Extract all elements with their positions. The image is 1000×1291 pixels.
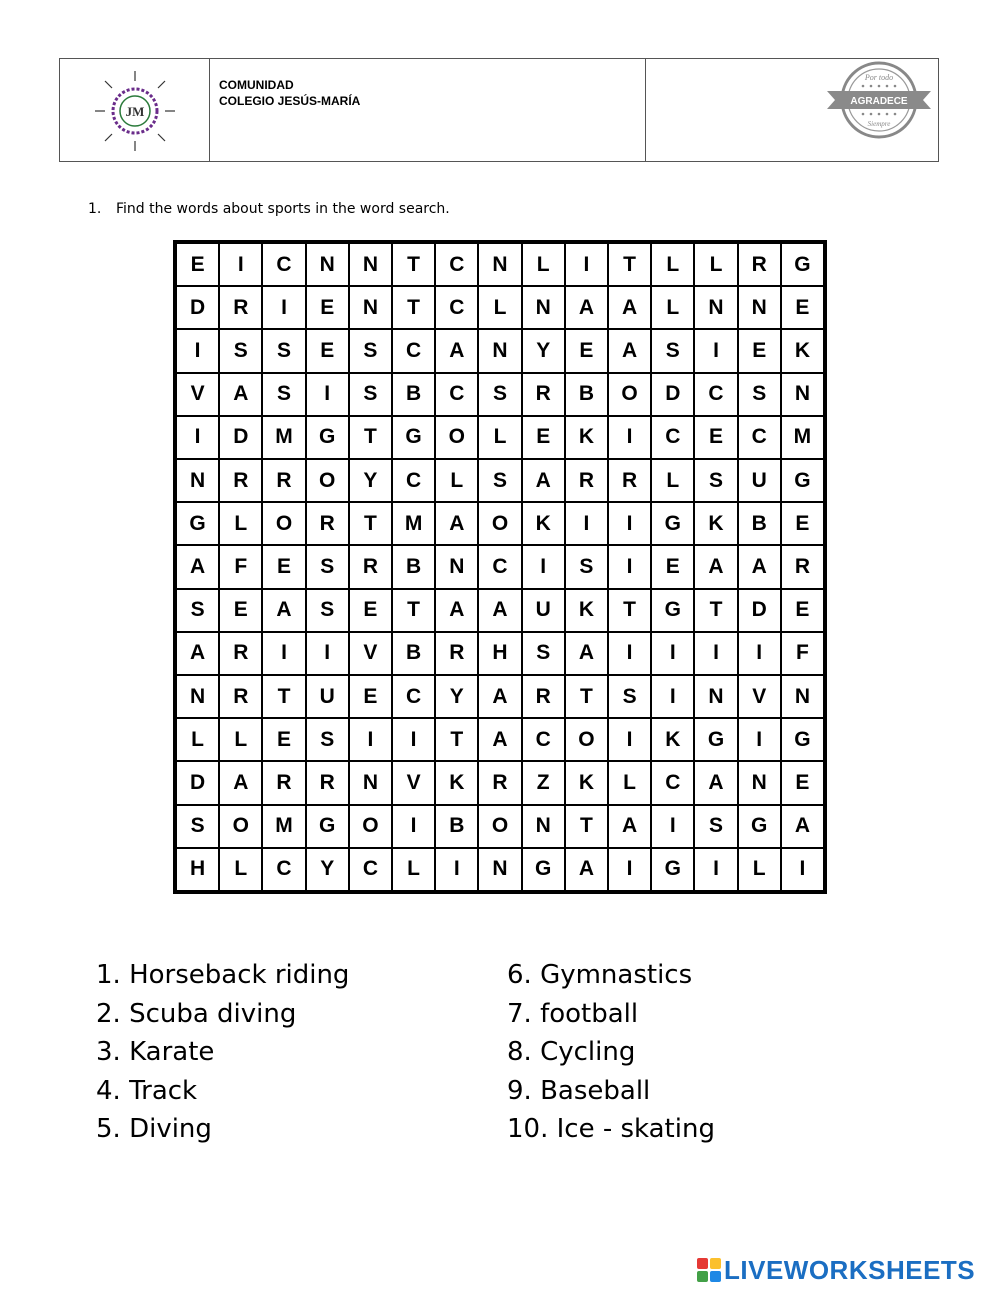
grid-cell[interactable]: R bbox=[306, 502, 349, 545]
grid-cell[interactable]: I bbox=[694, 329, 737, 372]
grid-cell[interactable]: G bbox=[306, 416, 349, 459]
grid-cell[interactable]: G bbox=[392, 416, 435, 459]
grid-cell[interactable]: T bbox=[349, 416, 392, 459]
grid-cell[interactable]: L bbox=[651, 459, 694, 502]
grid-cell[interactable]: Y bbox=[306, 848, 349, 891]
grid-cell[interactable]: L bbox=[522, 243, 565, 286]
grid-cell[interactable]: R bbox=[306, 761, 349, 804]
grid-cell[interactable]: S bbox=[306, 545, 349, 588]
logo-monogram: JM bbox=[125, 104, 145, 119]
grid-cell[interactable]: B bbox=[392, 632, 435, 675]
grid-cell[interactable]: T bbox=[694, 589, 737, 632]
grid-cell[interactable]: A bbox=[781, 805, 824, 848]
grid-cell[interactable]: A bbox=[176, 545, 219, 588]
grid-cell[interactable]: L bbox=[651, 243, 694, 286]
grid-cell[interactable]: A bbox=[565, 286, 608, 329]
grid-cell[interactable]: K bbox=[694, 502, 737, 545]
grid-cell[interactable]: L bbox=[176, 718, 219, 761]
grid-cell[interactable]: A bbox=[694, 545, 737, 588]
grid-cell[interactable]: L bbox=[219, 718, 262, 761]
grid-cell[interactable]: T bbox=[392, 243, 435, 286]
grid-cell[interactable]: N bbox=[176, 459, 219, 502]
grid-cell[interactable]: D bbox=[176, 286, 219, 329]
word-list-item: 7. football bbox=[507, 998, 639, 1029]
grid-cell[interactable]: R bbox=[522, 373, 565, 416]
grid-cell[interactable]: I bbox=[522, 545, 565, 588]
grid-cell[interactable]: L bbox=[694, 243, 737, 286]
grid-cell[interactable]: S bbox=[349, 373, 392, 416]
grid-cell[interactable]: S bbox=[262, 329, 305, 372]
word-search-grid bbox=[173, 240, 827, 894]
grid-cell[interactable]: R bbox=[262, 761, 305, 804]
grid-cell[interactable]: E bbox=[781, 502, 824, 545]
grid-cell[interactable]: I bbox=[651, 675, 694, 718]
grid-cell[interactable]: E bbox=[738, 329, 781, 372]
grid-cell[interactable]: I bbox=[651, 805, 694, 848]
grid-cell[interactable]: E bbox=[306, 329, 349, 372]
grid-cell[interactable]: T bbox=[608, 243, 651, 286]
grid-cell[interactable]: I bbox=[608, 545, 651, 588]
brand-block bbox=[710, 1271, 721, 1282]
stamp-cell bbox=[646, 59, 938, 161]
org-cell bbox=[210, 59, 646, 161]
grid-cell[interactable]: R bbox=[435, 632, 478, 675]
grid-cell[interactable]: A bbox=[565, 632, 608, 675]
word-list-left bbox=[96, 956, 349, 1149]
liveworksheets-brand bbox=[697, 1255, 975, 1285]
grid-cell[interactable]: C bbox=[435, 286, 478, 329]
grid-cell[interactable]: G bbox=[694, 718, 737, 761]
grid-cell[interactable]: N bbox=[349, 286, 392, 329]
grid-cell[interactable]: I bbox=[608, 416, 651, 459]
grid-cell[interactable]: S bbox=[522, 632, 565, 675]
grid-cell[interactable]: I bbox=[608, 502, 651, 545]
grid-cell[interactable]: I bbox=[651, 632, 694, 675]
grid-cell[interactable]: G bbox=[651, 589, 694, 632]
grid-cell[interactable]: R bbox=[262, 459, 305, 502]
word-list-item: 4. Track bbox=[96, 1075, 198, 1106]
grid-cell[interactable]: C bbox=[435, 243, 478, 286]
grid-cell[interactable]: Z bbox=[522, 761, 565, 804]
grid-cell[interactable]: G bbox=[176, 502, 219, 545]
grid-cell[interactable]: T bbox=[565, 805, 608, 848]
grid-cell[interactable]: S bbox=[306, 718, 349, 761]
grid-cell[interactable]: S bbox=[262, 373, 305, 416]
grid-cell[interactable]: E bbox=[306, 286, 349, 329]
grid-cell[interactable]: T bbox=[392, 589, 435, 632]
brand-blocks-icon bbox=[697, 1258, 721, 1282]
grid-cell[interactable]: A bbox=[435, 329, 478, 372]
grid-cell[interactable]: S bbox=[478, 459, 521, 502]
grid-cell[interactable]: I bbox=[781, 848, 824, 891]
grid-cell[interactable]: I bbox=[565, 502, 608, 545]
grid-cell[interactable]: D bbox=[176, 761, 219, 804]
grid-cell[interactable]: T bbox=[435, 718, 478, 761]
grid-cell[interactable]: T bbox=[349, 502, 392, 545]
grid-cell[interactable]: O bbox=[478, 805, 521, 848]
grid-cell[interactable]: O bbox=[565, 718, 608, 761]
grid-cell[interactable]: G bbox=[781, 459, 824, 502]
grid-cell[interactable]: Y bbox=[522, 329, 565, 372]
stamp-banner-text: AGRADECE bbox=[850, 96, 908, 107]
grid-cell[interactable]: I bbox=[219, 243, 262, 286]
grid-cell[interactable]: A bbox=[478, 718, 521, 761]
grid-cell[interactable]: A bbox=[435, 502, 478, 545]
grid-cell[interactable]: G bbox=[651, 502, 694, 545]
grid-cell[interactable]: R bbox=[781, 545, 824, 588]
grid-cell[interactable]: G bbox=[781, 243, 824, 286]
grid-cell[interactable]: O bbox=[608, 373, 651, 416]
grid-cell[interactable]: A bbox=[608, 805, 651, 848]
word-list-item: 2. Scuba diving bbox=[96, 998, 297, 1029]
grid-cell[interactable]: N bbox=[738, 286, 781, 329]
grid-cell[interactable]: I bbox=[608, 632, 651, 675]
grid-cell[interactable]: B bbox=[565, 373, 608, 416]
grid-cell[interactable]: O bbox=[435, 416, 478, 459]
grid-cell[interactable]: N bbox=[478, 848, 521, 891]
stamp-top-text: Por todo bbox=[864, 73, 894, 82]
grid-cell[interactable]: S bbox=[176, 805, 219, 848]
grid-cell[interactable]: C bbox=[392, 329, 435, 372]
grid-cell[interactable]: E bbox=[522, 416, 565, 459]
grid-cell[interactable]: L bbox=[478, 416, 521, 459]
grid-cell[interactable]: I bbox=[392, 805, 435, 848]
grid-cell[interactable]: T bbox=[565, 675, 608, 718]
grid-cell[interactable]: G bbox=[651, 848, 694, 891]
grid-cell[interactable]: D bbox=[651, 373, 694, 416]
grid-cell[interactable]: R bbox=[608, 459, 651, 502]
brand-block bbox=[697, 1258, 708, 1269]
grid-cell[interactable]: S bbox=[219, 329, 262, 372]
word-list-item: 1. Horseback riding bbox=[96, 960, 350, 990]
grid-cell[interactable]: V bbox=[738, 675, 781, 718]
grid-cell[interactable]: L bbox=[219, 502, 262, 545]
grid-cell[interactable]: S bbox=[565, 545, 608, 588]
grid-cell[interactable]: A bbox=[478, 675, 521, 718]
grid-cell[interactable]: R bbox=[478, 761, 521, 804]
grid-cell[interactable]: N bbox=[738, 761, 781, 804]
brand-block bbox=[697, 1271, 708, 1282]
grid-cell[interactable]: C bbox=[651, 761, 694, 804]
logo-cell bbox=[60, 59, 210, 161]
grid-cell[interactable]: C bbox=[694, 373, 737, 416]
grid-cell[interactable]: I bbox=[176, 416, 219, 459]
grid-cell[interactable]: K bbox=[565, 761, 608, 804]
grid-cell[interactable]: N bbox=[306, 243, 349, 286]
grid-cell[interactable]: C bbox=[478, 545, 521, 588]
grid-cell[interactable]: U bbox=[522, 589, 565, 632]
grid-cell[interactable]: I bbox=[435, 848, 478, 891]
grid-cell[interactable]: E bbox=[262, 718, 305, 761]
grid-cell[interactable]: R bbox=[565, 459, 608, 502]
grid-cell[interactable]: A bbox=[565, 848, 608, 891]
grid-cell[interactable]: C bbox=[262, 243, 305, 286]
grid-cell[interactable]: R bbox=[219, 632, 262, 675]
grid-cell[interactable]: E bbox=[349, 675, 392, 718]
grid-cell[interactable]: V bbox=[392, 761, 435, 804]
grid-cell[interactable]: I bbox=[738, 632, 781, 675]
grid-cell[interactable]: A bbox=[262, 589, 305, 632]
instruction-number: 1. bbox=[88, 201, 102, 217]
grid-cell[interactable]: A bbox=[176, 632, 219, 675]
word-list-item: 9. Baseball bbox=[507, 1075, 651, 1106]
word-list-right bbox=[507, 956, 715, 1149]
grid-cell[interactable]: D bbox=[219, 416, 262, 459]
grid-cell[interactable]: I bbox=[262, 632, 305, 675]
grid-cell[interactable]: S bbox=[651, 329, 694, 372]
grid-cell[interactable]: Y bbox=[349, 459, 392, 502]
school-logo bbox=[93, 69, 177, 153]
grid-cell[interactable]: E bbox=[262, 545, 305, 588]
grid-cell[interactable]: N bbox=[478, 243, 521, 286]
grid-cell[interactable]: I bbox=[306, 632, 349, 675]
grid-cell[interactable]: K bbox=[781, 329, 824, 372]
grid-cell[interactable]: E bbox=[781, 286, 824, 329]
grid-cell[interactable]: S bbox=[738, 373, 781, 416]
grid-cell[interactable]: K bbox=[565, 589, 608, 632]
grid-cell[interactable]: L bbox=[651, 286, 694, 329]
grid-cell[interactable]: S bbox=[306, 589, 349, 632]
grid-cell[interactable]: C bbox=[392, 675, 435, 718]
grid-cell[interactable]: L bbox=[738, 848, 781, 891]
grid-cell[interactable]: F bbox=[219, 545, 262, 588]
brand-text: LIVEWORKSHEETS bbox=[724, 1254, 976, 1285]
grid-cell[interactable]: N bbox=[694, 675, 737, 718]
grid-cell[interactable]: U bbox=[306, 675, 349, 718]
grid-cell[interactable]: G bbox=[738, 805, 781, 848]
grid-cell[interactable]: E bbox=[694, 416, 737, 459]
grid-cell[interactable]: I bbox=[176, 329, 219, 372]
grid-cell[interactable]: B bbox=[392, 545, 435, 588]
grid-cell[interactable]: A bbox=[219, 373, 262, 416]
grid-cell[interactable]: S bbox=[478, 373, 521, 416]
grid-cell[interactable]: T bbox=[392, 286, 435, 329]
grid-cell[interactable]: I bbox=[565, 243, 608, 286]
grid-cell[interactable]: O bbox=[262, 502, 305, 545]
grid-cell[interactable]: R bbox=[219, 675, 262, 718]
word-list-item: 5. Diving bbox=[96, 1114, 212, 1144]
grid-cell[interactable]: T bbox=[262, 675, 305, 718]
grid-cell[interactable]: I bbox=[349, 718, 392, 761]
grid-cell[interactable]: M bbox=[262, 416, 305, 459]
grid-cell[interactable]: F bbox=[781, 632, 824, 675]
organization-name bbox=[219, 77, 360, 109]
grid-cell[interactable]: O bbox=[349, 805, 392, 848]
grid-cell[interactable]: N bbox=[694, 286, 737, 329]
grid-cell[interactable]: N bbox=[176, 675, 219, 718]
word-list-item: 8. Cycling bbox=[507, 1037, 636, 1067]
grid-cell[interactable]: L bbox=[435, 459, 478, 502]
grid-cell[interactable]: L bbox=[478, 286, 521, 329]
grid-cell[interactable]: M bbox=[262, 805, 305, 848]
grid-cell[interactable]: I bbox=[738, 718, 781, 761]
grid-cell[interactable]: K bbox=[522, 502, 565, 545]
grid-cell[interactable]: H bbox=[176, 848, 219, 891]
grid-cell[interactable]: E bbox=[565, 329, 608, 372]
grid-cell[interactable]: C bbox=[738, 416, 781, 459]
grid-cell[interactable]: R bbox=[219, 459, 262, 502]
grid-cell[interactable]: K bbox=[565, 416, 608, 459]
org-line-1: COMUNIDAD bbox=[219, 78, 294, 92]
grid-cell[interactable]: O bbox=[219, 805, 262, 848]
grid-cell[interactable]: C bbox=[262, 848, 305, 891]
grid-cell[interactable]: S bbox=[608, 675, 651, 718]
grid-cell[interactable]: O bbox=[478, 502, 521, 545]
brand-block bbox=[710, 1258, 721, 1269]
grid-cell[interactable]: U bbox=[738, 459, 781, 502]
grid-cell[interactable]: R bbox=[219, 286, 262, 329]
grid-cell[interactable]: D bbox=[738, 589, 781, 632]
grid-cell[interactable]: O bbox=[306, 459, 349, 502]
stamp-bottom-text: Siempre bbox=[867, 120, 891, 128]
grid-cell[interactable]: E bbox=[781, 589, 824, 632]
grid-cell[interactable]: I bbox=[694, 848, 737, 891]
grid-cell[interactable]: A bbox=[738, 545, 781, 588]
grid-cell[interactable]: B bbox=[738, 502, 781, 545]
word-list-item: 6. Gymnastics bbox=[507, 960, 693, 990]
instruction-text: Find the words about sports in the word search. bbox=[116, 201, 450, 217]
grid-cell[interactable]: C bbox=[392, 459, 435, 502]
grid-cell[interactable]: E bbox=[651, 545, 694, 588]
grid-cell[interactable]: N bbox=[522, 805, 565, 848]
grid-cell[interactable]: E bbox=[219, 589, 262, 632]
grid-cell[interactable]: R bbox=[738, 243, 781, 286]
grid-cell[interactable]: E bbox=[176, 243, 219, 286]
grid-cell[interactable]: E bbox=[349, 589, 392, 632]
grid-cell[interactable]: S bbox=[694, 805, 737, 848]
grid-cell[interactable]: S bbox=[349, 329, 392, 372]
grid-cell[interactable]: I bbox=[262, 286, 305, 329]
grid-cell[interactable]: M bbox=[392, 502, 435, 545]
grid-cell[interactable]: N bbox=[522, 286, 565, 329]
grid-cell[interactable]: B bbox=[392, 373, 435, 416]
grid-cell[interactable]: A bbox=[435, 589, 478, 632]
grid-cell[interactable]: G bbox=[306, 805, 349, 848]
grid-cell[interactable]: H bbox=[478, 632, 521, 675]
grid-cell[interactable]: A bbox=[522, 459, 565, 502]
grid-cell[interactable]: L bbox=[219, 848, 262, 891]
word-list-item: 3. Karate bbox=[96, 1037, 215, 1067]
grid-cell[interactable]: T bbox=[608, 589, 651, 632]
grid-cell[interactable]: L bbox=[608, 761, 651, 804]
grid-cell[interactable]: A bbox=[478, 589, 521, 632]
grid-cell[interactable]: C bbox=[349, 848, 392, 891]
grid-cell[interactable]: V bbox=[176, 373, 219, 416]
grid-cell[interactable]: E bbox=[781, 761, 824, 804]
grid-cell[interactable]: A bbox=[608, 286, 651, 329]
grid-cell[interactable]: S bbox=[176, 589, 219, 632]
org-line-2: COLEGIO JESÚS-MARÍA bbox=[219, 94, 361, 108]
grid-cell[interactable]: A bbox=[608, 329, 651, 372]
grid-cell[interactable]: C bbox=[522, 718, 565, 761]
grid-cell[interactable]: S bbox=[694, 459, 737, 502]
grid-cell[interactable]: K bbox=[435, 761, 478, 804]
grid-cell[interactable]: I bbox=[608, 718, 651, 761]
instruction bbox=[88, 201, 450, 217]
grid-cell[interactable]: N bbox=[781, 675, 824, 718]
agradece-stamp bbox=[823, 59, 935, 159]
header-table bbox=[59, 58, 939, 162]
grid-cell[interactable]: A bbox=[694, 761, 737, 804]
grid-cell[interactable]: I bbox=[306, 373, 349, 416]
grid-cell[interactable]: C bbox=[651, 416, 694, 459]
grid-cell[interactable]: M bbox=[781, 416, 824, 459]
grid-cell[interactable]: A bbox=[219, 761, 262, 804]
grid-cell[interactable]: I bbox=[392, 718, 435, 761]
grid-cell[interactable]: N bbox=[781, 373, 824, 416]
grid-cell[interactable]: G bbox=[781, 718, 824, 761]
grid-cell[interactable]: Y bbox=[435, 675, 478, 718]
grid-cell[interactable]: G bbox=[522, 848, 565, 891]
grid-cell[interactable]: C bbox=[435, 373, 478, 416]
grid-cell[interactable]: N bbox=[349, 243, 392, 286]
word-list-item: 10. Ice - skating bbox=[507, 1114, 715, 1144]
grid-cell[interactable]: I bbox=[608, 848, 651, 891]
grid-cell[interactable]: L bbox=[392, 848, 435, 891]
grid-cell[interactable]: R bbox=[522, 675, 565, 718]
grid-cell[interactable]: V bbox=[349, 632, 392, 675]
grid-cell[interactable]: I bbox=[694, 632, 737, 675]
grid-cell[interactable]: N bbox=[478, 329, 521, 372]
grid-cell[interactable]: K bbox=[651, 718, 694, 761]
grid-cell[interactable]: B bbox=[435, 805, 478, 848]
grid-cell[interactable]: R bbox=[349, 545, 392, 588]
grid-cell[interactable]: N bbox=[349, 761, 392, 804]
grid-cell[interactable]: N bbox=[435, 545, 478, 588]
